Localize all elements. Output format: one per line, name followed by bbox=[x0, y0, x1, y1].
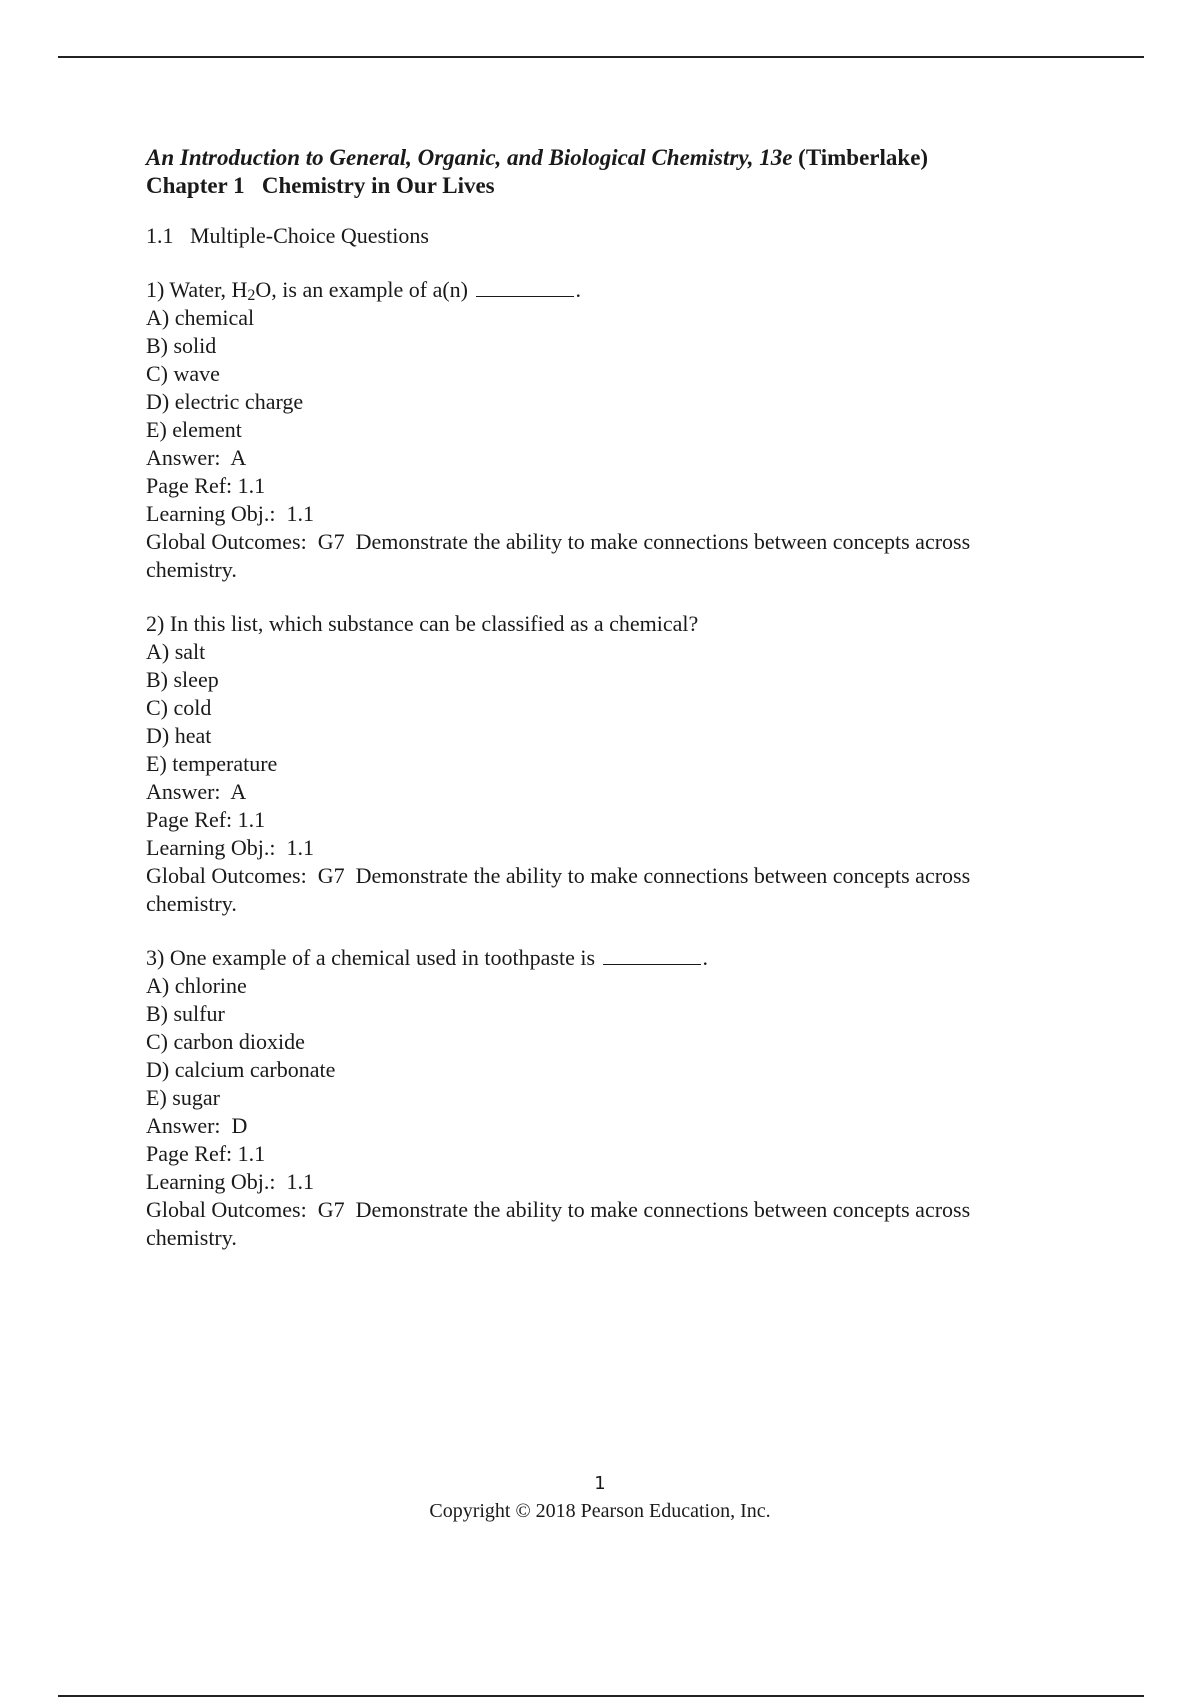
learning-obj-line: Learning Obj.: 1.1 bbox=[146, 501, 315, 526]
section-heading: 1.1 Multiple-Choice Questions bbox=[146, 223, 429, 248]
global-outcomes-line: Global Outcomes: G7 Demonstrate the ability to make connections between concepts across chemistry. bbox=[146, 529, 976, 582]
global-outcomes-line: Global Outcomes: G7 Demonstrate the ability to make connections between concepts across chemistry. bbox=[146, 863, 976, 916]
option-b: B) sulfur bbox=[146, 1001, 225, 1026]
option-c: C) cold bbox=[146, 695, 212, 720]
page-ref-line: Page Ref: 1.1 bbox=[146, 473, 266, 498]
question-1-subscript: 2 bbox=[247, 287, 256, 304]
option-c: C) wave bbox=[146, 361, 220, 386]
question-3-text: 3) One example of a chemical used in toothpaste is bbox=[146, 945, 601, 970]
question-1-suffix: O, is an example of a(n) bbox=[255, 277, 474, 302]
option-a: A) chlorine bbox=[146, 973, 247, 998]
question-2-stem: 2) In this list, which substance can be classified as a chemical? bbox=[146, 611, 699, 636]
global-outcomes-line: Global Outcomes: G7 Demonstrate the ability to make connections between concepts across chemistry. bbox=[146, 1197, 976, 1250]
top-rule bbox=[58, 56, 1144, 58]
page-ref-line: Page Ref: 1.1 bbox=[146, 807, 266, 832]
question-2 bbox=[146, 610, 1066, 918]
option-a: A) chemical bbox=[146, 305, 255, 330]
question-1-prefix: 1) Water, H bbox=[146, 277, 248, 302]
option-b: B) sleep bbox=[146, 667, 219, 692]
book-title-italic: An Introduction to General, Organic, and Biological Chemistry, 13e bbox=[146, 145, 793, 170]
answer-blank bbox=[603, 946, 701, 965]
question-3-stem bbox=[146, 944, 1066, 972]
option-e: E) element bbox=[146, 417, 242, 442]
question-1-end: . bbox=[575, 277, 581, 302]
option-d: D) calcium carbonate bbox=[146, 1057, 336, 1082]
option-b: B) solid bbox=[146, 333, 217, 358]
chapter-heading: Chapter 1 Chemistry in Our Lives bbox=[146, 173, 495, 198]
option-a: A) salt bbox=[146, 639, 206, 664]
book-title-author: (Timberlake) bbox=[792, 145, 929, 170]
option-d: D) heat bbox=[146, 723, 212, 748]
option-d: D) electric charge bbox=[146, 389, 304, 414]
learning-obj-line: Learning Obj.: 1.1 bbox=[146, 1169, 315, 1194]
question-1-stem bbox=[146, 276, 1066, 304]
question-3 bbox=[146, 944, 1066, 1252]
book-title bbox=[146, 144, 1066, 172]
option-e: E) sugar bbox=[146, 1085, 220, 1110]
question-1 bbox=[146, 276, 1066, 584]
learning-obj-line: Learning Obj.: 1.1 bbox=[146, 835, 315, 860]
bottom-rule bbox=[58, 1695, 1144, 1697]
document-body bbox=[146, 144, 1066, 1252]
answer-line: Answer: D bbox=[146, 1113, 248, 1138]
answer-blank bbox=[476, 278, 574, 297]
question-3-end: . bbox=[702, 945, 709, 970]
option-c: C) carbon dioxide bbox=[146, 1029, 305, 1054]
page-ref-line: Page Ref: 1.1 bbox=[146, 1141, 266, 1166]
option-e: E) temperature bbox=[146, 751, 278, 776]
answer-line: Answer: A bbox=[146, 779, 247, 804]
copyright-notice: Copyright © 2018 Pearson Education, Inc. bbox=[429, 1500, 771, 1522]
page-number: 1 bbox=[594, 1473, 606, 1494]
answer-line: Answer: A bbox=[146, 445, 247, 470]
